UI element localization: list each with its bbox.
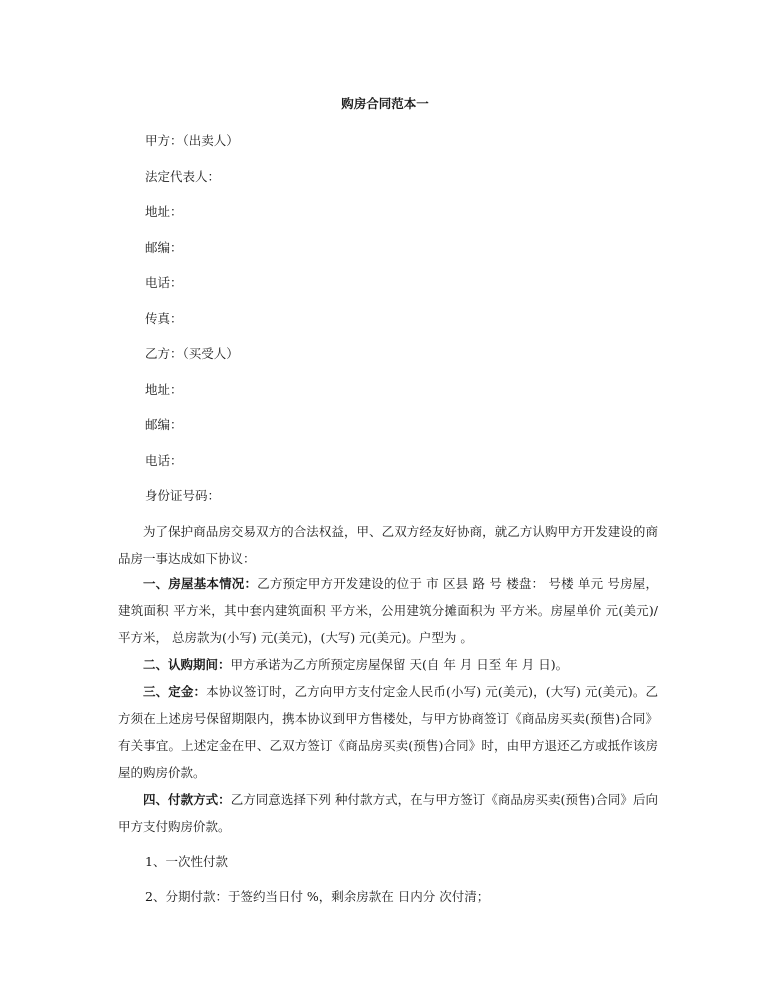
party-a-postcode: 邮编： xyxy=(145,240,183,255)
clause-2-paragraph xyxy=(118,651,658,678)
clause-2-heading: 二、认购期间： xyxy=(143,657,231,672)
clause-1-heading: 一、房屋基本情况： xyxy=(143,576,258,591)
page-title: 购房合同范本一 xyxy=(341,96,429,111)
party-b-address: 地址： xyxy=(145,382,183,397)
clause-3-text: 本协议签订时，乙方向甲方支付定金人民币(小写) 元(美元)，(大写) 元(美元)。乙方须在上述房号保留期限内，携本协议到甲方售楼处，与甲方协商签订《商品房买卖(预售)合同》有关事宜。上述定金在甲、乙双方签订《商品房买卖(预售)合同》时，由甲方退还乙方或抵作该房屋的购房价款。 xyxy=(118,684,658,780)
party-b-heading: 乙方：（买受人） xyxy=(145,346,239,361)
preamble-paragraph: 为了保护商品房交易双方的合法权益，甲、乙双方经友好协商，就乙方认购甲方开发建设的商品房一事达成如下协议： xyxy=(118,524,658,566)
clause-2-text: 甲方承诺为乙方所预定房屋保留 天(自 年 月 日至 年 月 日)。 xyxy=(230,657,569,672)
payment-option-2: 2、分期付款：于签约当日付 %，剩余房款在 日内分 次付清； xyxy=(145,889,490,904)
party-b-id-number: 身份证号码： xyxy=(145,488,221,503)
clause-4-heading: 四、付款方式： xyxy=(143,792,231,807)
clause-3-heading: 三、定金： xyxy=(143,684,207,699)
clause-1-text: 乙方预定甲方开发建设的位于 市 区县 路 号 楼盘： 号楼 单元 号房屋，建筑面积 平方米，其中套内建筑面积 平方米，公用建筑分摊面积为 平方米。房屋单价 元(美元)/平方米， 总房款为(小写) 元(美元)，(大写) 元(美元)。户型为 。 xyxy=(118,576,658,645)
party-a-address: 地址： xyxy=(145,204,183,219)
clause-4-text: 乙方同意选择下列 种付款方式，在与甲方签订《商品房买卖(预售)合同》后向甲方支付购房价款。 xyxy=(118,792,658,834)
party-a-fax: 传真： xyxy=(145,311,183,326)
clause-1-paragraph xyxy=(118,570,658,651)
clause-4-paragraph xyxy=(118,786,658,840)
clause-3-paragraph xyxy=(118,678,658,786)
party-a-heading: 甲方：（出卖人） xyxy=(145,133,239,148)
party-a-phone: 电话： xyxy=(145,275,183,290)
party-b-postcode: 邮编： xyxy=(145,417,183,432)
party-b-phone: 电话： xyxy=(145,453,183,468)
payment-option-1: 1、一次性付款 xyxy=(145,854,228,869)
party-a-legal-rep: 法定代表人： xyxy=(145,169,221,184)
